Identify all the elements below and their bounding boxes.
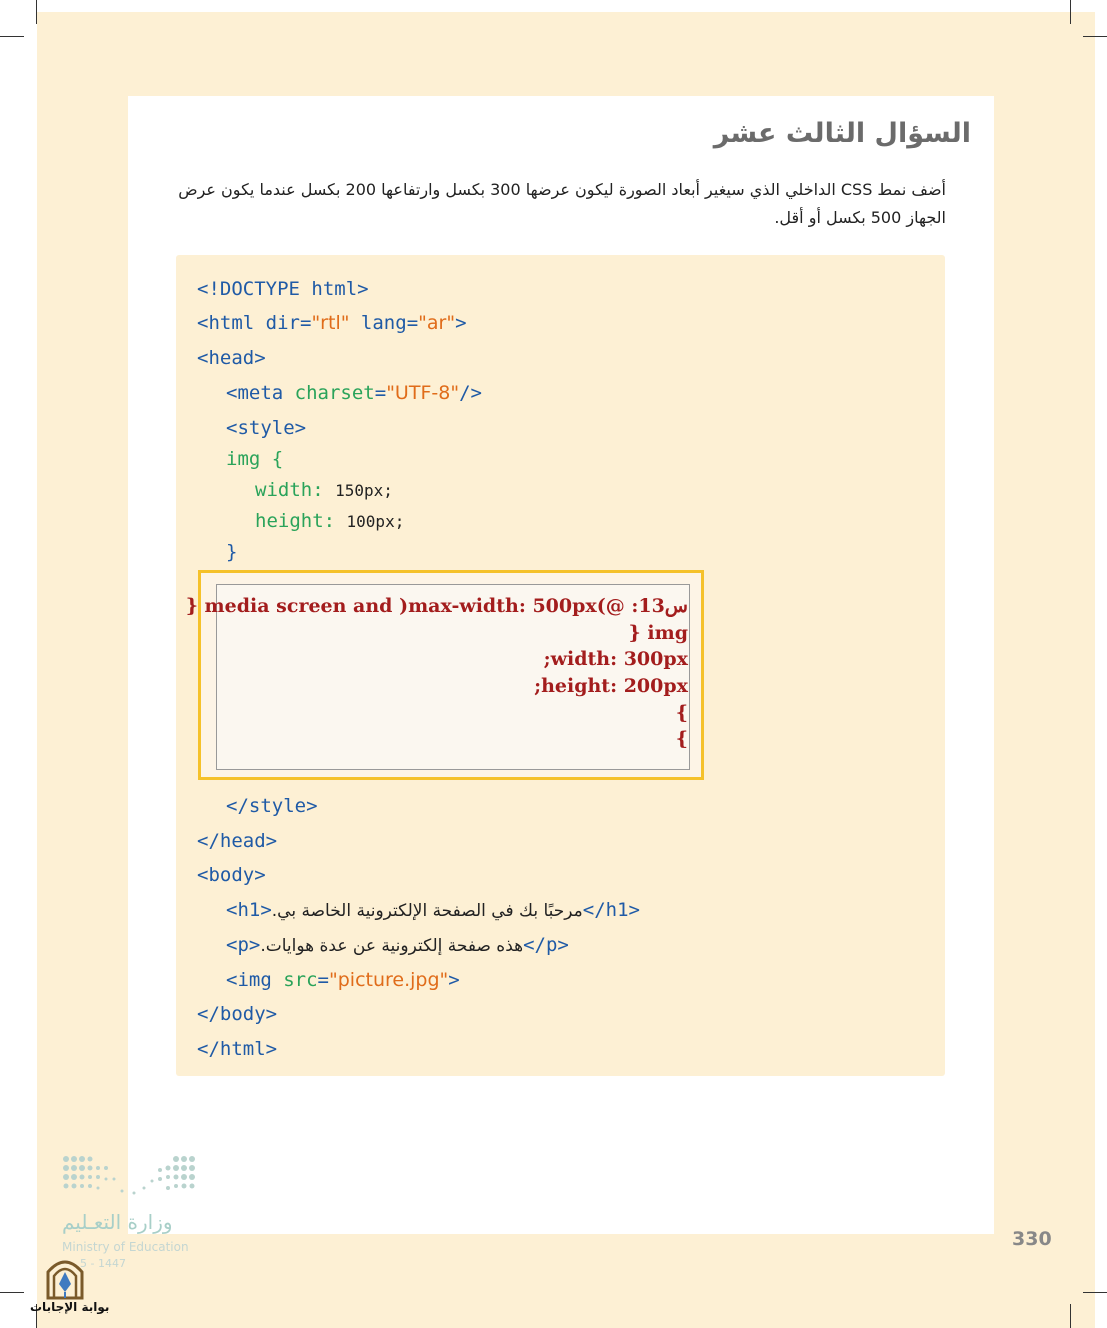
code-token: هذه صفحة إلكترونية عن عدة هوايات. (260, 936, 524, 956)
answer-line: { (675, 702, 688, 724)
crop-mark (0, 36, 24, 37)
code-token: > (455, 312, 467, 334)
code-token: dir (265, 312, 300, 334)
crop-mark (1070, 0, 1071, 24)
code-token: charset (294, 382, 375, 404)
code-token: 150px; (335, 481, 393, 500)
code-token: <html (197, 312, 255, 334)
code-token: "rtl" (311, 312, 350, 334)
answer-line: ;width: 300px (543, 648, 688, 670)
code-line (226, 537, 237, 567)
code-token: "UTF-8" (386, 382, 460, 404)
code-line (197, 826, 277, 856)
ministry-logo-arabic: وزارة التعـليم (62, 1210, 173, 1234)
code-line (226, 791, 318, 821)
code-line: <html dir="rtl" lang="ar"> (197, 312, 467, 334)
code-token: src (283, 969, 318, 991)
code-line (255, 506, 404, 536)
code-token: "picture.jpg" (329, 969, 449, 991)
code-line (197, 860, 266, 890)
code-token: </body> (197, 1003, 278, 1025)
crop-mark (1070, 1304, 1071, 1328)
code-token: </p> (523, 934, 569, 956)
code-token: <!DOCTYPE html> (197, 278, 369, 300)
code-line (197, 274, 369, 304)
ministry-logo-year: 5 - 1447 (80, 1257, 126, 1270)
code-token: <img (226, 969, 272, 991)
code-token: img { (226, 448, 284, 470)
code-line (226, 930, 569, 960)
code-line: <meta charset="UTF-8"/> (226, 382, 482, 404)
answer-line: { (675, 728, 688, 750)
code-token: </style> (226, 795, 318, 817)
code-token: "ar" (418, 312, 456, 334)
code-line (197, 999, 277, 1029)
answer-line: ;height: 200px (534, 675, 688, 697)
answer-line: } media screen and )max-width: 500px(@ :س13 (185, 595, 688, 617)
code-line (197, 1034, 277, 1064)
code-token: > (448, 969, 460, 991)
crop-mark (0, 1292, 24, 1293)
code-line (197, 343, 266, 373)
code-token: 100px; (346, 512, 405, 531)
question-title: السؤال الثالث عشر (713, 118, 971, 149)
crop-mark (36, 0, 37, 24)
code-token: <style> (226, 417, 307, 439)
code-token: width: (255, 479, 324, 501)
code-token: <body> (197, 864, 266, 886)
answers-gate-logo-icon (44, 1254, 86, 1300)
code-token: lang (360, 312, 407, 334)
code-token: <head> (197, 347, 266, 369)
code-token: } (226, 541, 238, 563)
code-token: </head> (197, 830, 278, 852)
code-line (226, 413, 306, 443)
code-token: </h1> (582, 899, 640, 921)
crop-mark (1083, 1292, 1107, 1293)
code-token: height: (255, 510, 336, 532)
code-token: <meta (226, 382, 284, 404)
code-line (255, 475, 393, 505)
code-token: مرحبًا بك في الصفحة الإلكترونية الخاصة بي. (271, 901, 583, 921)
page-number: 330 (1012, 1228, 1052, 1250)
code-line (226, 895, 640, 925)
code-line (226, 444, 283, 474)
ministry-logo-english: Ministry of Education (62, 1240, 189, 1254)
ministry-logo-dots-icon (62, 1155, 198, 1197)
question-text: أضف نمط CSS الداخلي الذي سيغير أبعاد الصورة ليكون عرضها 300 بكسل وارتفاعها 200 بكسل عندما يكون عرض الجهاز 500 بكسل أو أقل. (178, 180, 946, 227)
code-token: </html> (197, 1038, 278, 1060)
code-token: <h1> (226, 899, 272, 921)
answer-line: } img (628, 622, 688, 644)
code-token: /> (459, 382, 482, 404)
code-token: <p> (226, 934, 261, 956)
crop-mark (1083, 36, 1107, 37)
answers-gate-watermark: بوابة الإجابات (30, 1300, 110, 1314)
code-line: <img src="picture.jpg"> (226, 969, 460, 991)
